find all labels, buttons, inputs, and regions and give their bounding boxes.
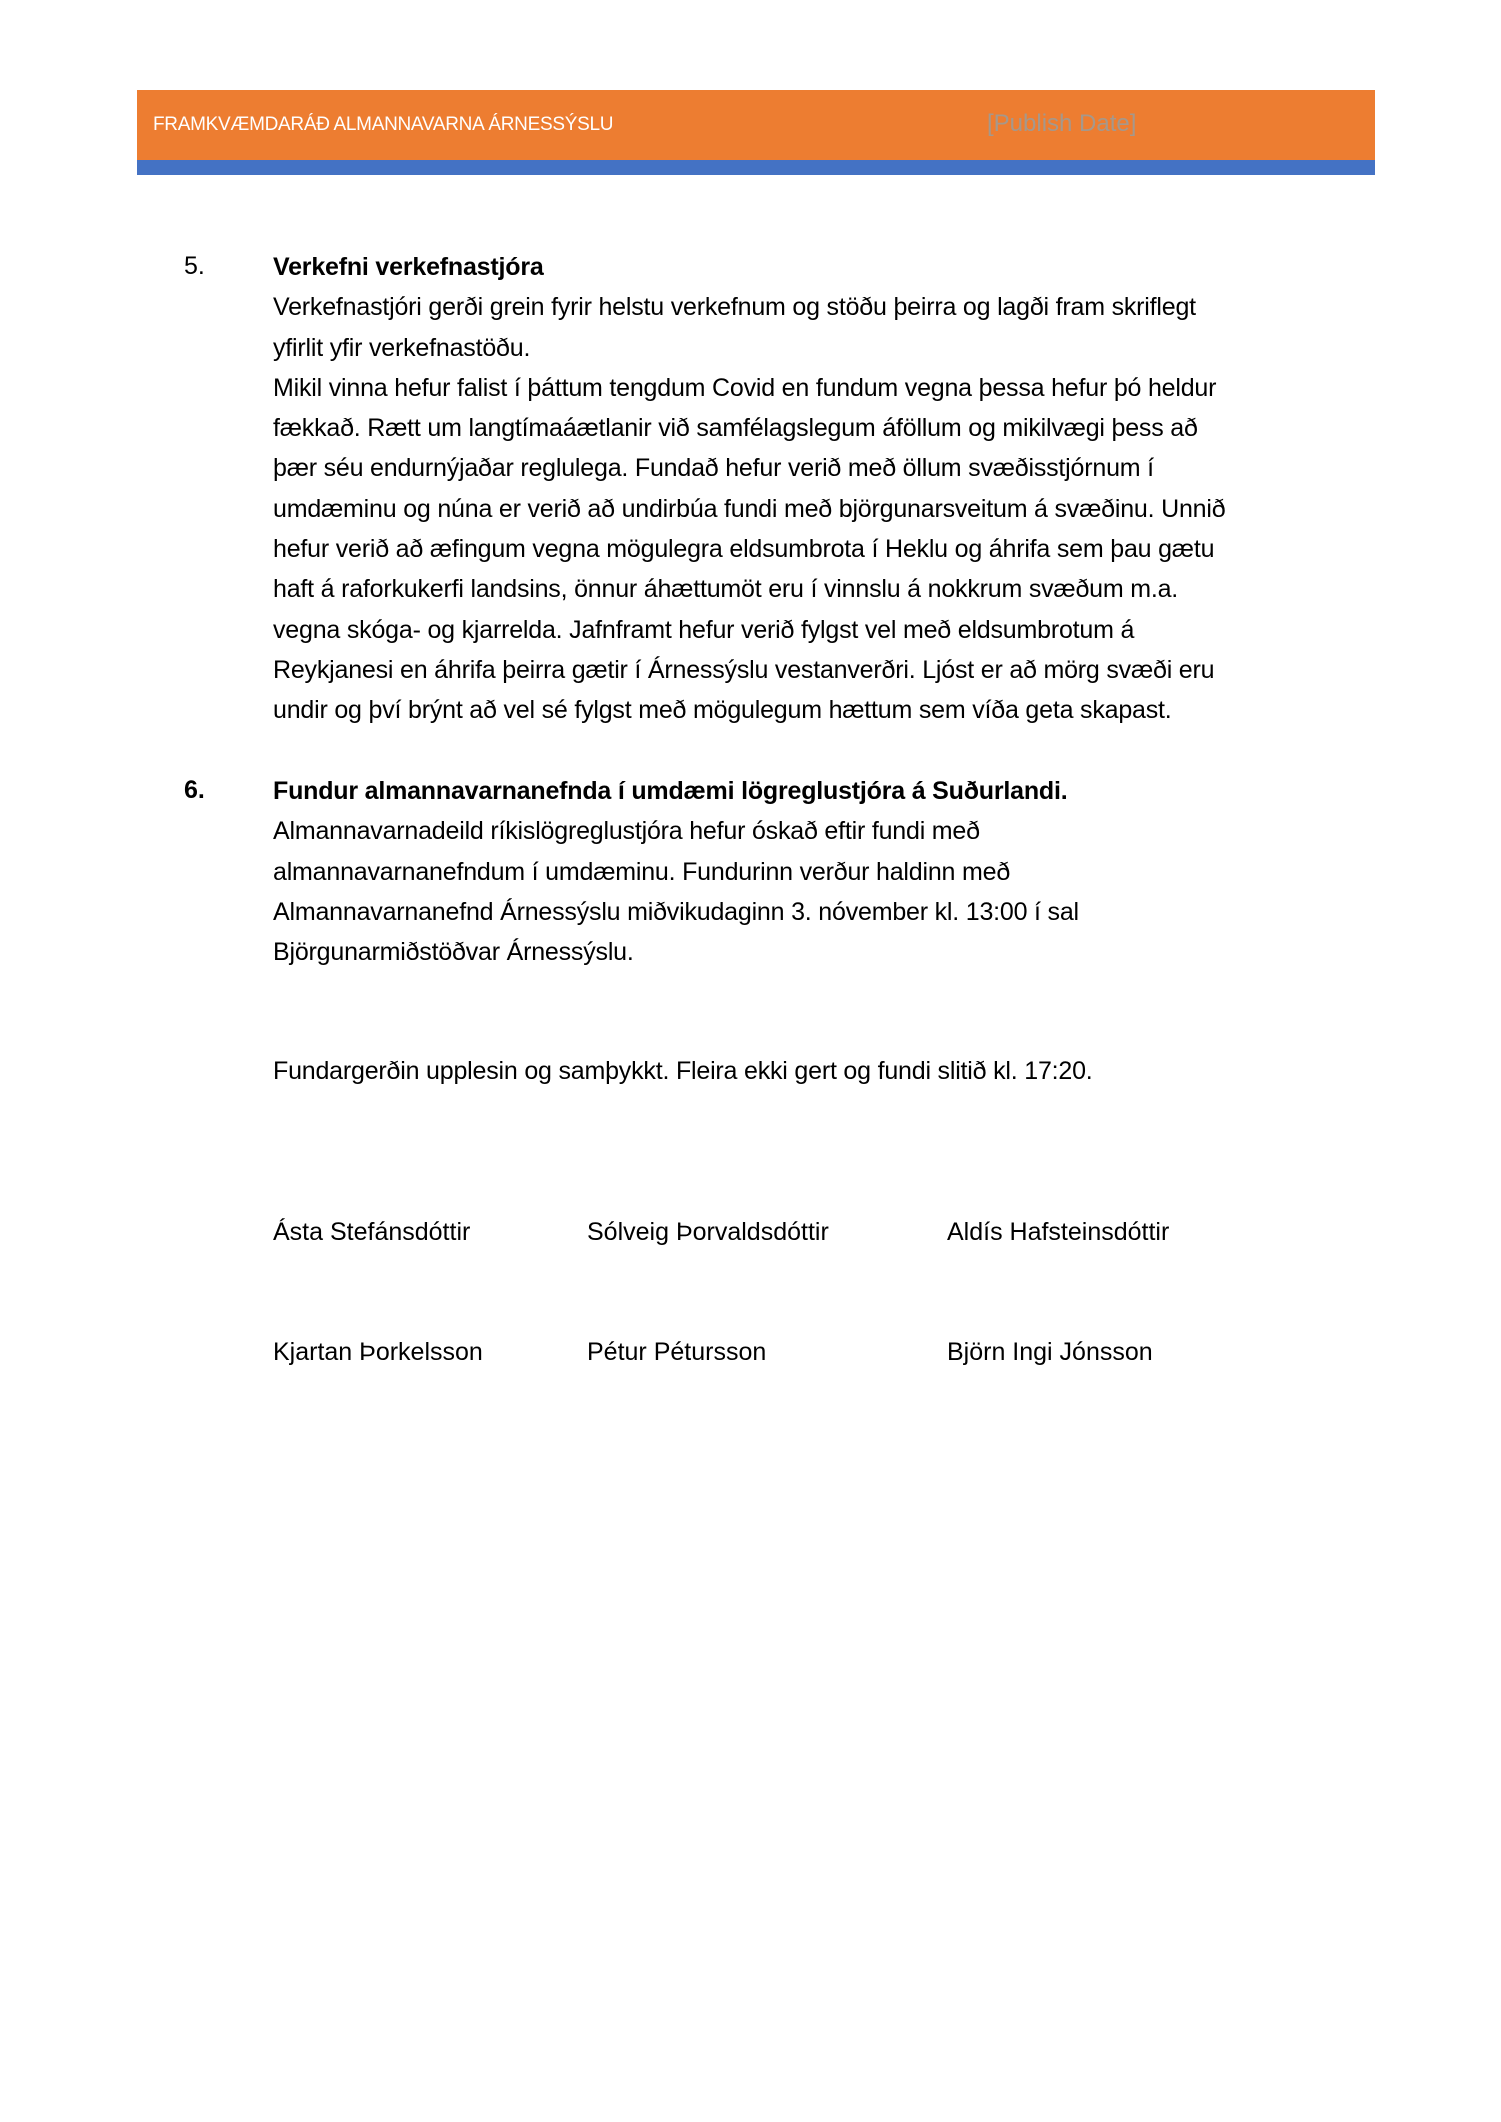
paragraph-line: yfirlit yfir verkefnastöðu. xyxy=(273,333,531,362)
paragraph-line: Verkefnastjóri gerði grein fyrir helstu verkefnum og stöðu þeirra og lagði fram skriflegt xyxy=(273,293,1196,322)
signature-name: Pétur Pétursson xyxy=(587,1338,767,1366)
paragraph-line: vegna skóga- og kjarrelda. Jafnframt hefur verið fylgst vel með eldsumbrotum á xyxy=(273,615,1135,644)
closing-text: Fundargerðin upplesin og samþykkt. Fleira ekki gert og fundi slitið kl. 17:20. xyxy=(273,1057,1093,1085)
paragraph-line: Almannavarnadeild ríkislögreglustjóra hefur óskað eftir fundi með xyxy=(273,817,980,846)
signature-name: Kjartan Þorkelsson xyxy=(273,1338,483,1366)
publish-date-placeholder[interactable]: [Publish Date] xyxy=(987,110,1137,137)
header-title: FRAMKVÆMDARÁÐ ALMANNAVARNA ÁRNESSÝSLU xyxy=(153,114,614,135)
signature-name: Aldís Hafsteinsdóttir xyxy=(947,1218,1170,1246)
signature-name: Sólveig Þorvaldsdóttir xyxy=(587,1218,829,1246)
page-header-bar xyxy=(137,90,1375,160)
section-5-title: Verkefni verkefnastjóra xyxy=(273,253,544,281)
section-5 xyxy=(273,247,1225,731)
header-stripe xyxy=(137,160,1375,175)
paragraph-line: Reykjanesi en áhrifa þeirra gætir í Árnessýslu vestanverðri. Ljóst er að mörg svæði eru xyxy=(273,655,1215,684)
paragraph-line: haft á raforkukerfi landsins, önnur áhættumöt eru í vinnslu á nokkrum svæðum m.a. xyxy=(273,575,1179,604)
paragraph-line: Björgunarmiðstöðvar Árnessýslu. xyxy=(273,938,634,967)
paragraph-line: fækkað. Rætt um langtímaáætlanir við samfélagslegum áföllum og mikilvægi þess að xyxy=(273,414,1198,443)
paragraph-line: hefur verið að æfingum vegna mögulegra eldsumbrota í Heklu og áhrifa sem þau gætu xyxy=(273,535,1215,564)
closing-statement xyxy=(273,1051,1093,1091)
paragraph-line: Mikil vinna hefur falist í þáttum tengdum Covid en fundum vegna þessa hefur þó heldur xyxy=(273,373,1217,402)
paragraph-line: þær séu endurnýjaðar reglulega. Fundað hefur verið með öllum svæðisstjórnum í xyxy=(273,454,1154,483)
paragraph-line: Almannavarnanefnd Árnessýslu miðvikudaginn 3. nóvember kl. 13:00 í sal xyxy=(273,897,1079,926)
section-5-number: 5. xyxy=(184,252,205,280)
signature-name: Ásta Stefánsdóttir xyxy=(273,1218,471,1246)
section-6 xyxy=(273,771,1079,972)
paragraph-line: almannavarnanefndum í umdæminu. Fundurinn verður haldinn með xyxy=(273,857,1011,886)
section-6-title: Fundur almannavarnanefnda í umdæmi lögreglustjóra á Suðurlandi. xyxy=(273,777,1068,805)
paragraph-line: umdæminu og núna er verið að undirbúa fundi með björgunarsveitum á svæðinu. Unnið xyxy=(273,494,1226,523)
paragraph-line: undir og því brýnt að vel sé fylgst með mögulegum hættum sem víða geta skapast. xyxy=(273,696,1172,725)
signature-name: Björn Ingi Jónsson xyxy=(947,1338,1153,1366)
section-6-number: 6. xyxy=(184,776,205,804)
